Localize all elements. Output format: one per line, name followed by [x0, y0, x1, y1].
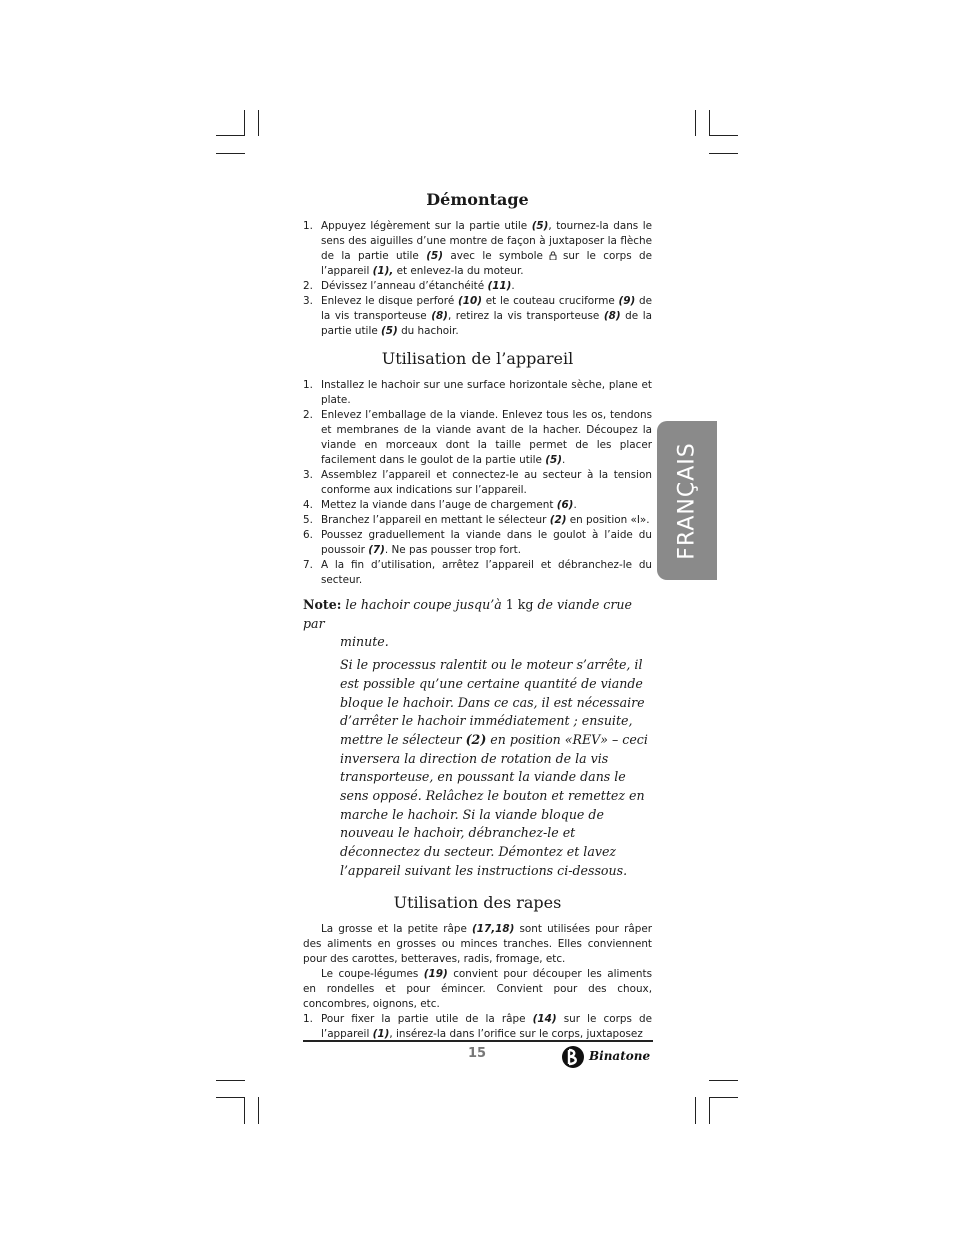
brand-logo-icon	[561, 1045, 587, 1073]
list-item: 3. Enlevez le disque perforé (10) et le couteau cruciforme (9) de la vis transporteuse (8), retirez la vis transporteuse (8) de la partie utile (5) du hachoir.	[303, 295, 653, 337]
page-content	[303, 190, 652, 1042]
crop-mark	[216, 153, 245, 154]
footer-rule	[303, 1040, 653, 1042]
language-tab	[657, 421, 717, 580]
crop-mark	[709, 110, 710, 136]
section-title-rapes: Utilisation des rapes	[393, 892, 562, 912]
crop-mark	[216, 135, 245, 136]
list-item: 7. A la fin d’utilisation, arrêtez l’appareil et débranchez-le du secteur.	[303, 559, 652, 586]
list-item: 6. Poussez graduellement la viande dans le goulot à l’aide du poussoir (7). Ne pas pousser trop fort.	[303, 529, 652, 556]
brand-logo	[561, 1045, 653, 1069]
list-item: 3. Assemblez l’appareil et connectez-le au secteur à la tension conforme aux indications sur l’appareil.	[303, 469, 652, 496]
list-item: 5. Branchez l’appareil en mettant le sélecteur (2) en position «I».	[303, 514, 650, 526]
crop-mark	[244, 1097, 245, 1124]
section-title-utilisation: Utilisation de l’appareil	[381, 349, 574, 368]
brand-name: Binatone	[589, 1049, 651, 1063]
crop-mark	[695, 1097, 696, 1124]
crop-mark	[709, 1097, 738, 1098]
crop-mark	[216, 1080, 245, 1081]
rapes-paragraph: Le coupe-légumes (19) convient pour découper les aliments en rondelles et pour émincer. Convient pour des choux, concombres, oignons, etc.	[303, 967, 652, 1010]
crop-mark	[709, 135, 738, 136]
list-item: 1. Pour fixer la partie utile de la râpe (14) sur le corps de l’appareil (1), insérez-la dans l’orifice sur le corps, juxtaposez	[303, 1012, 652, 1040]
note-block: Note: le hachoir coupe jusqu’à 1 kg de viande crue par minute. Si le processus ralentit ou le moteur s’arrête, il est possible qu’une certaine quantité de viande bloque le hachoir. Dans ce cas, il est nécessaire d’arrêter le hachoir immédiatement ; ensuite, mettre le sélecteur (2) en position «REV» – ceci inversera la direction de rotation de la vis transporteuse, en poussant la viande dans le sens opposé. Relâchez le bouton et remettez en marche le hachoir. Si la viande bloque de nouveau le hachoir, débranchez-le et déconnectez du secteur. Démontez et lavez l’appareil suivant les instructions ci-dessous.	[303, 596, 652, 881]
demontage-steps	[303, 219, 652, 339]
language-tab-label: FRANÇAIS	[674, 441, 700, 560]
section-title-demontage: Démontage	[426, 190, 529, 209]
list-item: 2. Dévissez l’anneau d’étanchéité (11).	[303, 280, 515, 292]
crop-mark	[244, 110, 245, 136]
utilisation-steps	[303, 378, 652, 588]
note-label: Note:	[303, 597, 342, 612]
crop-mark	[709, 153, 738, 154]
list-item: 2. Enlevez l’emballage de la viande. Enlevez tous les os, tendons et membranes de la viande avant de la hacher. Découpez la viande en morceaux dont la taille permet de les placer facilement dans le goulot de la partie utile (5).	[303, 409, 652, 466]
list-item: 1. Installez le hachoir sur une surface horizontale sèche, plane et plate.	[303, 379, 652, 406]
crop-mark	[709, 1080, 738, 1081]
crop-mark	[709, 1097, 710, 1124]
list-item: 1. Appuyez légèrement sur la partie utile (5), tournez-la dans le sens des aiguilles d’une montre de façon à juxtaposer la flèche de la partie utile (5) avec le symbole sur le corps de l’appareil (1), et enlevez-la du moteur.	[303, 220, 652, 277]
page-number: 15	[467, 1046, 487, 1061]
lock-icon	[549, 250, 557, 259]
list-item: 4. Mettez la viande dans l’auge de chargement (6).	[303, 499, 577, 511]
crop-mark	[216, 1097, 245, 1098]
rapes-paragraph: La grosse et la petite râpe (17,18) sont utilisées pour râper des aliments en grosses ou minces tranches. Elles conviennent pour des carottes, betteraves, radis, fromage, etc.	[303, 922, 652, 965]
crop-mark	[258, 1097, 259, 1124]
rapes-steps	[303, 1012, 652, 1042]
note-paragraph: Si le processus ralentit ou le moteur s’arrête, il est possible qu’une certaine quantité de viande bloque le hachoir. Dans ce cas, il est nécessaire d’arrêter le hachoir immédiatement ; ensuite, mettre le sélecteur (2) en position «REV» – ceci inversera la direction de rotation de la vis transporteuse, en poussant la viande dans le sens opposé. Relâchez le bouton et remettez en marche le hachoir. Si la viande bloque de nouveau le hachoir, débranchez-le et déconnectez du secteur. Démontez et lavez l’appareil suivant les instructions ci-dessous.	[340, 657, 648, 878]
crop-mark	[258, 110, 259, 136]
crop-mark	[695, 110, 696, 136]
